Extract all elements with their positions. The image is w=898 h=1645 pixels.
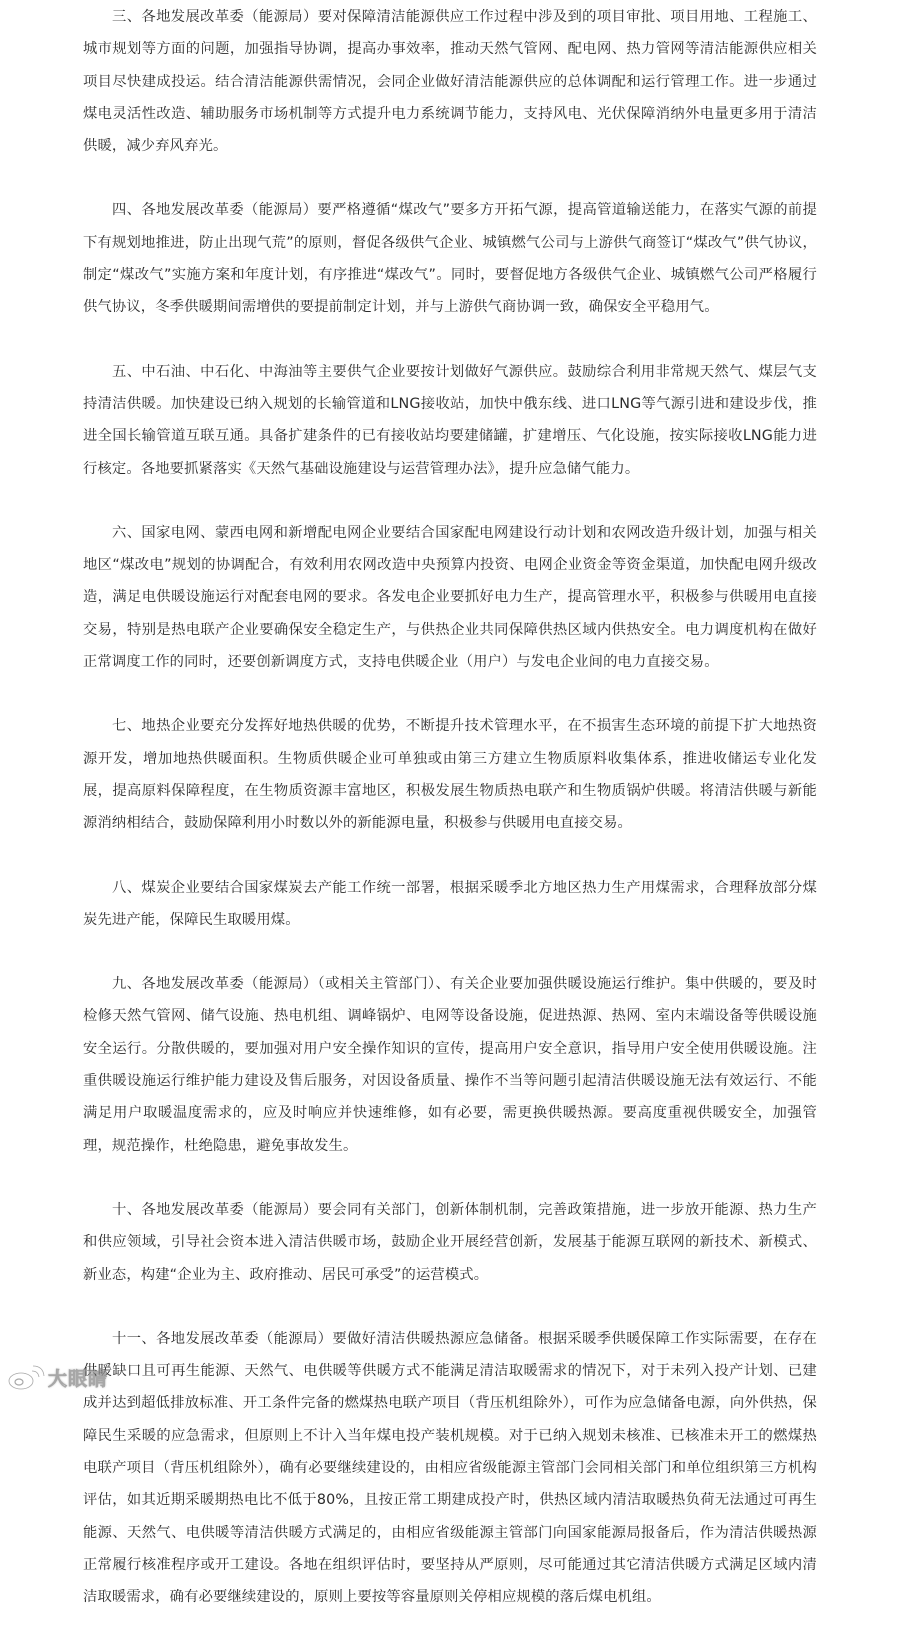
paragraph-8: 八、煤炭企业要结合国家煤炭去产能工作统一部署，根据采暖季北方地区热力生产用煤需求，合理释放部分煤炭先进产能，保障民生取暖用煤。 [83,879,817,928]
paragraph-9: 九、各地发展改革委（能源局）（或相关主管部门）、有关企业要加强供暖设施运行维护。集中供暖的，要及时检修天然气管网、储气设施、热电机组、调峰锅炉、电网等设备设施，促进热源、热网、室内末端设备等供暖设施安全运行。分散供暖的，要加强对用户安全操作知识的宣传，提高用户安全意识，指导用户安全使用供暖设施。注重供暖设施运行维护能力建设及售后服务，对因设备质量、操作不当等问题引起清洁供暖设施无法有效运行、不能满足用户取暖温度需求的，应及时响应并快速维修，如有必要，需更换供暖热源。要高度重视供暖安全，加强管理，规范操作，杜绝隐患，避免事故发生。 [83,976,817,1154]
paragraph-7: 七、地热企业要充分发挥好地热供暖的优势，不断提升技术管理水平，在不损害生态环境的前提下扩大地热资源开发，增加地热供暖面积。生物质供暖企业可单独或由第三方建立生物质原料收集体系，推进收储运专业化发展，提高原料保障程度，在生物质资源丰富地区，积极发展生物质热电联产和生物质锅炉供暖。将清洁供暖与新能源消纳相结合，鼓励保障利用小时数以外的新能源电量，积极参与供暖用电直接交易。 [83,718,817,832]
paragraph-3: 三、各地发展改革委（能源局）要对保障清洁能源供应工作过程中涉及到的项目审批、项目用地、工程施工、城市规划等方面的问题，加强指导协调，提高办事效率，推动天然气管网、配电网、热力管网等清洁能源供应相关项目尽快建成投运。结合清洁能源供需情况，会同企业做好清洁能源供应的总体调配和运行管理工作。进一步通过煤电灵活性改造、辅助服务市场机制等方式提升电力系统调节能力，支持风电、光伏保障消纳外电量更多用于清洁供暖，减少弃风弃光。 [83,9,817,155]
paragraph-6: 六、国家电网、蒙西电网和新增配电网企业要结合国家配电网建设行动计划和农网改造升级计划，加强与相关地区“煤改电”规划的协调配合，有效利用农网改造中央预算内投资、电网企业资金等资金渠道，加快配电网升级改造，满足电供暖设施运行对配套电网的要求。各发电企业要抓好电力生产，提高管理水平，积极参与供暖用电直接交易，特别是热电联产企业要确保安全稳定生产，与供热企业共同保障供热区域内供热安全。电力调度机构在做好正常调度工作的同时，还要创新调度方式，支持电供暖企业（用户）与发电企业间的电力直接交易。 [83,524,817,671]
paragraph-4: 四、各地发展改革委（能源局）要严格遵循“煤改气”要多方开拓气源，提高管道输送能力，在落实气源的前提下有规划地推进，防止出现气荒”的原则，督促各级供气企业、城镇燃气公司与上游供气商签订“煤改气”供气协议，制定“煤改气”实施方案和年度计划，有序推进“煤改气”。同时，要督促地方各级供气企业、城镇燃气公司严格履行供气协议，冬季供暖期间需增供的要提前制定计划，并与上游供气商协调一致，确保安全平稳用气。 [83,202,817,316]
watermark [6,1364,108,1391]
watermark-text: 大眼睛 [48,1368,109,1390]
paragraph-10: 十、各地发展改革委（能源局）要会同有关部门，创新体制机制，完善政策措施，进一步放开能源、热力生产和供应领域，引导社会资本进入清洁供暖市场，鼓励企业开展经营创新，发展基于能源互联网的新技术、新模式、新业态，构建“企业为主、政府推动、居民可承受”的运营模式。 [83,1201,817,1283]
paragraph-5: 五、中石油、中石化、中海油等主要供气企业要按计划做好气源供应。鼓励综合利用非常规天然气、煤层气支持清洁供暖。加快建设已纳入规划的长输管道和LNG接收站，加快中俄东线、进口LNG等气源引进和建设步伐，推进全国长输管道互联互通。具备扩建条件的已有接收站均要建储罐，扩建增压、气化设施，按实际接收LNG能力进行核定。各地要抓紧落实《天然气基础设施建设与运营管理办法》，提升应急储气能力。 [83,363,817,477]
document-body [83,1,817,1645]
weibo-logo-icon [6,1365,46,1391]
paragraph-11: 十一、各地发展改革委（能源局）要做好清洁供暖热源应急储备。根据采暖季供暖保障工作实际需要，在存在供暖缺口且可再生能源、天然气、电供暖等供暖方式不能满足清洁取暖需求的情况下，对于未列入投产计划、已建成并达到超低排放标准、开工条件完备的燃煤热电联产项目（背压机组除外），可作为应急储备电源，向外供热，保障民生采暖的应急需求，但原则上不计入当年煤电投产装机规模。对于已纳入规划未核准、已核准未开工的燃煤热电联产项目（背压机组除外），确有必要继续建设的，由相应省级能源主管部门会同相关部门和单位组织第三方机构评估，如其近期采暖期热电比不低于80%，且按正常工期建成投产时，供热区域内清洁取暖热负荷无法通过可再生能源、天然气、电供暖等清洁供暖方式满足的，由相应省级能源主管部门向国家能源局报备后，作为清洁供暖热源正常履行核准程序或开工建设。各地在组织评估时，要坚持从严原则，尽可能通过其它清洁供暖方式满足区域内清洁取暖需求，确有必要继续建设的，原则上要按等容量原则关停相应规模的落后煤电机组。 [83,1330,817,1606]
